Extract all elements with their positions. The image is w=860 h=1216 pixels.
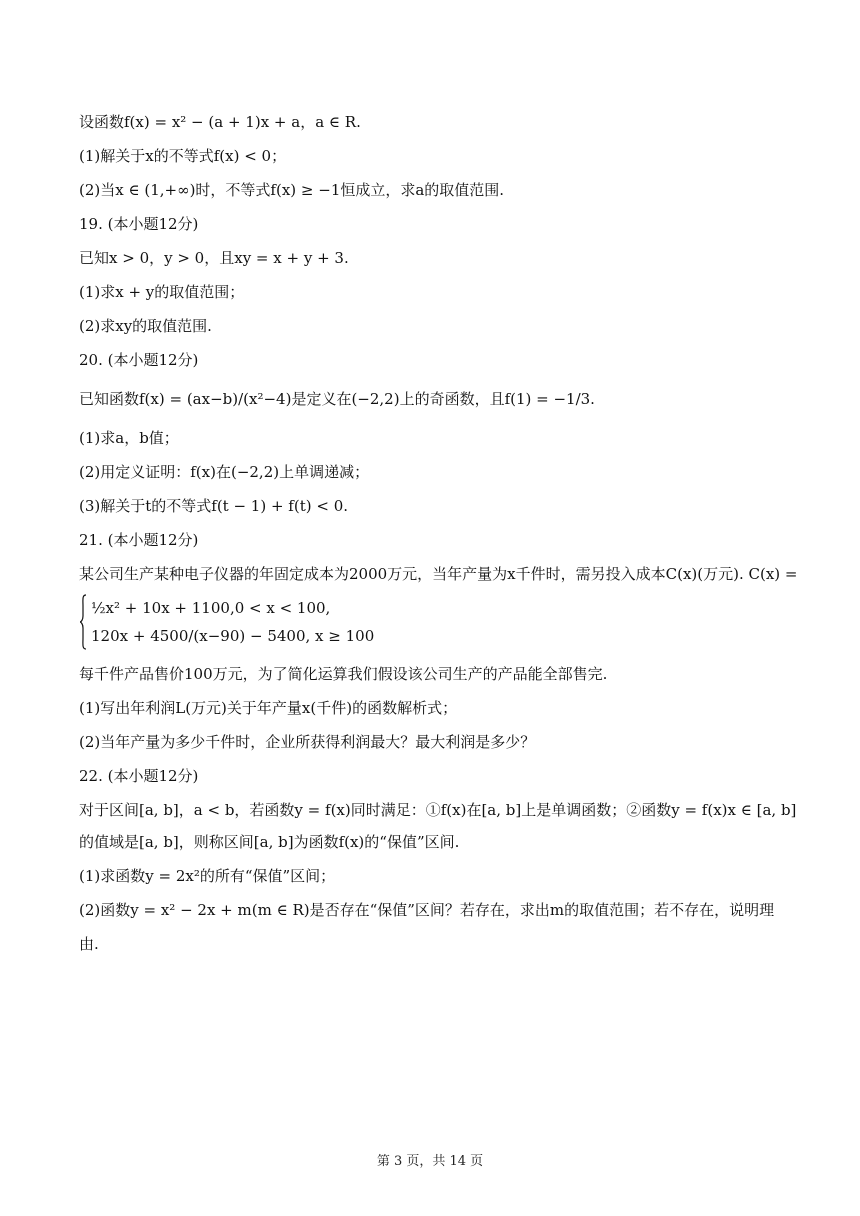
problem-19-stem: 已知x > 0，y > 0，且xy = x + y + 3. — [79, 249, 349, 267]
problem-21-part-1: (1)写出年利润L(万元)关于年产量x(千件)的函数解析式； — [79, 699, 458, 717]
problem-21-part-2: (2)当年产量为多少千件时，企业所获得利润最大？最大利润是多少？ — [79, 733, 536, 751]
problem-19-heading: 19. (本小题12分) — [79, 215, 199, 233]
piecewise-case-2: 120x + 4500/(x−90) − 5400, x ≥ 100 — [91, 627, 375, 645]
problem-19-part-2: (2)求xy的取值范围. — [79, 317, 212, 335]
problem-22-part-1: (1)求函数y = 2x²的所有“保值”区间； — [79, 867, 336, 885]
problem-21-assumption: 每千件产品售价100万元，为了简化运算我们假设该公司生产的产品能全部售完. — [79, 665, 608, 683]
problem-18-stem: 设函数f(x) = x² − (a + 1)x + a，a ∈ R. — [79, 113, 361, 131]
problem-20-heading: 20. (本小题12分) — [79, 351, 199, 369]
page-footer: 第 3 页，共 14 页 — [376, 1154, 484, 1169]
problem-22-stem-line-1: 对于区间[a, b]，a < b，若函数y = f(x)同时满足：①f(x)在[a, b]上是单调函数；②函数y = f(x)x ∈ [a, b] — [79, 801, 797, 819]
problem-20-part-3: (3)解关于t的不等式f(t − 1) + f(t) < 0. — [79, 497, 349, 515]
piecewise-function — [79, 594, 439, 650]
problem-20-stem: 已知函数f(x) = (ax−b)/(x²−4)是定义在(−2,2)上的奇函数，且f(1) = −1/3. — [79, 390, 595, 408]
problem-22-heading: 22. (本小题12分) — [79, 767, 199, 785]
problem-20-part-1: (1)求a，b值； — [79, 429, 179, 447]
problem-22-part-2: (2)函数y = x² − 2x + m(m ∈ R)是否存在“保值”区间？若存在，求出m的取值范围；若不存在，说明理 — [79, 901, 775, 919]
problem-18-part-1: (1)解关于x的不等式f(x) < 0； — [79, 147, 287, 165]
problem-22-stem-line-2: 的值域是[a, b]，则称区间[a, b]为函数f(x)的“保值”区间. — [79, 833, 460, 851]
problem-21-heading: 21. (本小题12分) — [79, 531, 199, 549]
problem-21-stem: 某公司生产某种电子仪器的年固定成本为2000万元，当年产量为x千件时，需另投入成本C(x)(万元). C(x) = — [79, 565, 798, 583]
problem-19-part-1: (1)求x + y的取值范围； — [79, 283, 245, 301]
problem-22-part-2-cont: 由. — [79, 935, 99, 953]
left-brace-icon — [79, 594, 87, 650]
problem-20-part-2: (2)用定义证明：f(x)在(−2,2)上单调递减； — [79, 463, 370, 481]
problem-18-part-2: (2)当x ∈ (1,+∞)时，不等式f(x) ≥ −1恒成立，求a的取值范围. — [79, 181, 505, 199]
piecewise-case-1: ½x² + 10x + 1100,0 < x < 100, — [91, 599, 331, 617]
